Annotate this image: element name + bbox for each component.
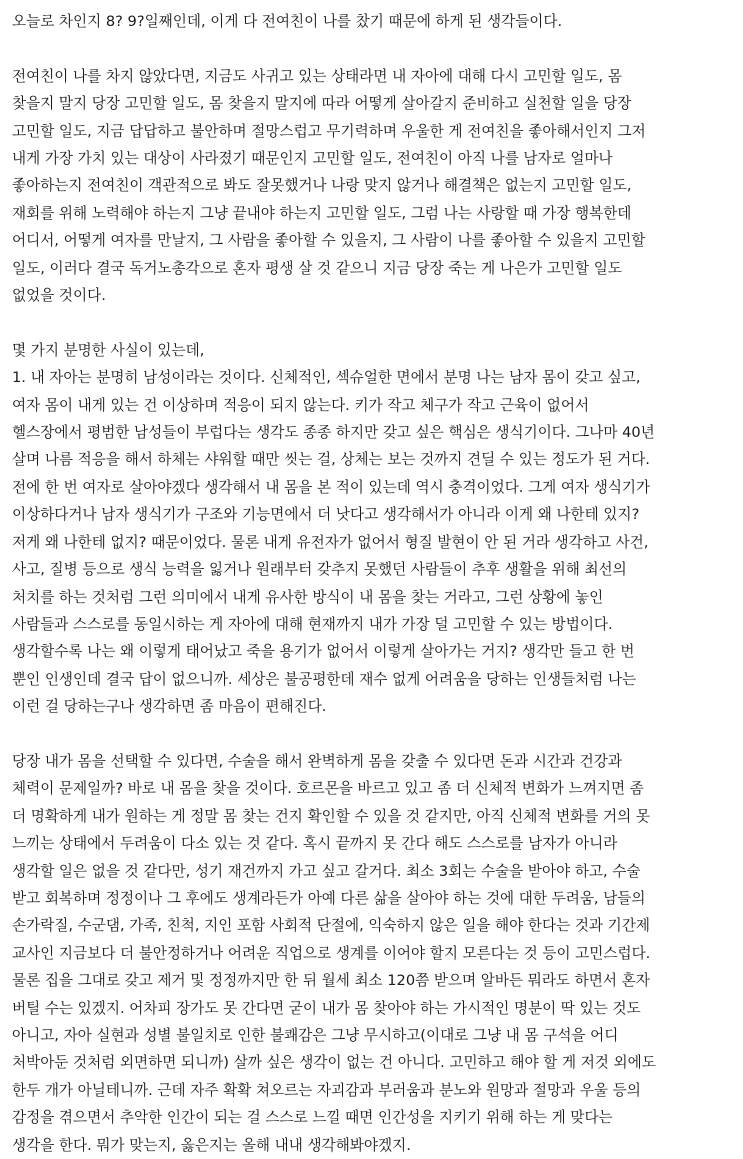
paragraph [12, 63, 733, 310]
text-line: 전여친이 나를 차지 않았다면, 지금도 사귀고 있는 상태라면 내 자아에 대해 다시 고민할 일도, 몸 [12, 67, 622, 85]
paragraph [12, 748, 733, 1159]
text-line: 1. 내 자아는 분명히 남성이라는 것이다. 신체적인, 섹슈얼한 면에서 분명 나는 남자 몸이 갖고 싶고, [12, 369, 641, 387]
text-line: 없었을 것이다. [12, 287, 106, 305]
text-line: 재회를 위해 노력해야 하는지 그냥 끝내야 하는지 고민할 일도, 그럼 나는 사랑할 때 가장 행복한데 [12, 204, 632, 222]
text-line: 감정을 겪으면서 추악한 인간이 되는 걸 스스로 느낄 때면 인간성을 지키기 위해 하는 게 맞다는 [12, 1109, 613, 1127]
text-line: 느끼는 상태에서 두려움이 다소 있는 것 같다. 혹시 끝까지 못 간다 해도 스스로를 남자가 아니라 [12, 835, 618, 853]
text-line: 내게 가장 가치 있는 대상이 사라졌기 때문인지 고민할 일도, 전여친이 아직 나를 남자로 얼마나 [12, 150, 613, 168]
text-line: 더 명확하게 내가 원하는 게 정말 몸 찾는 건지 확인할 수 있을 것 같지만, 아직 신체적 변화를 거의 못 [12, 807, 650, 825]
text-line: 저게 왜 나한테 없지? 때문이었다. 물론 내게 유전자가 없어서 형질 발현이 안 된 거라 생각하고 사건, [12, 533, 649, 551]
text-line: 좋아하는지 전여친이 객관적으로 봐도 잘못했거나 나랑 맞지 않거나 해결책은 없는지 고민할 일도, [12, 177, 632, 195]
text-line: 교사인 지금보다 더 불안정하거나 어려운 직업으로 생계를 이어야 할지 모른다는 것 등이 고민스럽다. [12, 944, 651, 962]
text-line: 처박아둔 것처럼 외면하면 되니까) 살까 싶은 생각이 없는 건 아니다. 고민하고 해야 할 게 저것 외에도 [12, 1054, 656, 1072]
text-line: 한두 개가 아닐테니까. 근데 자주 확확 쳐오르는 자괴감과 부러움과 분노와 원망과 절망과 우울 등의 [12, 1081, 641, 1099]
paragraph [12, 337, 733, 721]
text-line: 처치를 하는 것처럼 그런 의미에서 내게 유사한 방식이 내 몸을 찾는 거라고, 그런 상황에 놓인 [12, 588, 604, 606]
text-line: 당장 내가 몸을 선택할 수 있다면, 수술을 해서 완벽하게 몸을 갖출 수 있다면 돈과 시간과 건강과 [12, 752, 622, 770]
text-line: 생각을 한다. 뭐가 맞는지, 옳은지는 올해 내내 생각해봐야겠지. [12, 1136, 411, 1154]
text-line: 사고, 질병 등으로 생식 능력을 잃거나 원래부터 갖추지 못했던 사람들이 추후 생활을 위해 최선의 [12, 561, 627, 579]
text-line: 생각할 일은 없을 것 같다만, 성기 재건까지 가고 싶고 갈거다. 최소 3회는 수술을 받아야 하고, 수술 [12, 862, 641, 880]
text-line: 일도, 이러다 결국 독거노총각으로 혼자 평생 살 것 같으니 지금 당장 죽는 게 나은가 고민할 일도 [12, 259, 622, 277]
text-line: 여자 몸이 내게 있는 건 이상하며 적응이 되지 않는다. 키가 작고 체구가 작고 근육이 없어서 [12, 396, 590, 414]
text-line: 헬스장에서 평범한 남성들이 부럽다는 생각도 종종 하지만 갖고 싶은 핵심은 생식기이다. 그나마 40년 [12, 424, 655, 442]
text-line: 버틸 수는 있겠지. 어차피 장가도 못 간다면 굳이 내가 몸 찾아야 하는 가시적인 명분이 딱 있는 것도 [12, 999, 641, 1017]
text-line: 아니고, 자아 실현과 성별 불일치로 인한 불쾌감은 그냥 무시하고(이대로 그냥 내 몸 구석을 어디 [12, 1026, 619, 1044]
text-line: 물론 집을 그대로 갖고 제거 및 정정까지만 한 뒤 월세 최소 120쯤 받으며 알바든 뭐라도 하면서 혼자 [12, 972, 650, 990]
text-line: 찾을지 말지 당장 고민할 일도, 몸 찾을지 말지에 따라 어떻게 살아갈지 준비하고 실천할 일을 당장 [12, 95, 632, 113]
text-line: 체력이 문제일까? 바로 내 몸을 찾을 것이다. 호르몬을 바르고 있고 좀 더 신체적 변화가 느껴지면 좀 [12, 780, 644, 798]
text-line: 어디서, 어떻게 여자를 만날지, 그 사람을 좋아할 수 있을지, 그 사람이 나를 좋아할 수 있을지 고민할 [12, 232, 646, 250]
text-line: 생각할수록 나는 왜 이렇게 태어났고 죽을 용기가 없어서 이렇게 살아가는 거지? 생각만 들고 한 번 [12, 643, 635, 661]
text-line: 받고 회복하며 정정이나 그 후에도 생계라든가 아예 다른 삶을 살아야 하는 것에 대한 두려움, 남들의 [12, 889, 646, 907]
text-line: 전에 한 번 여자로 살아야겠다 생각해서 내 몸을 본 적이 있는데 역시 충격이었다. 그게 여자 생식기가 [12, 478, 651, 496]
text-line: 뿐인 인생인데 결국 답이 없으니까. 세상은 불공평한데 재수 없게 어려움을 당하는 인생들처럼 나는 [12, 670, 637, 688]
text-line: 살며 나름 적응을 해서 하체는 샤워할 때만 씻는 걸, 상체는 보는 것까지 견딜 수 있는 정도가 된 거다. [12, 451, 650, 469]
text-line: 오늘로 차인지 8? 9?일째인데, 이게 다 전여친이 나를 찼기 때문에 하게 된 생각들이다. [12, 13, 563, 30]
text-line: 손가락질, 수군댐, 가족, 친척, 지인 포함 사회적 단절에, 익숙하지 않은 일을 해야 한다는 것과 기간제 [12, 917, 650, 935]
text-line: 고민할 일도, 지금 답답하고 불안하며 절망스럽고 무기력하며 우울한 게 전여친을 좋아해서인지 그저 [12, 122, 646, 140]
text-line: 이런 걸 당하는구나 생각하면 좀 마음이 편해진다. [12, 698, 327, 716]
text-line: 사람들과 스스로를 동일시하는 게 자아에 대해 현재까지 내가 가장 덜 고민할 수 있는 방법이다. [12, 615, 613, 633]
text-line: 몇 가지 분명한 사실이 있는데, [12, 341, 205, 359]
paragraph [12, 8, 733, 35]
text-line: 이상하다거나 남자 생식기가 구조와 기능면에서 더 낫다고 생각해서가 아니라 이게 왜 나한테 있지? [12, 506, 640, 524]
